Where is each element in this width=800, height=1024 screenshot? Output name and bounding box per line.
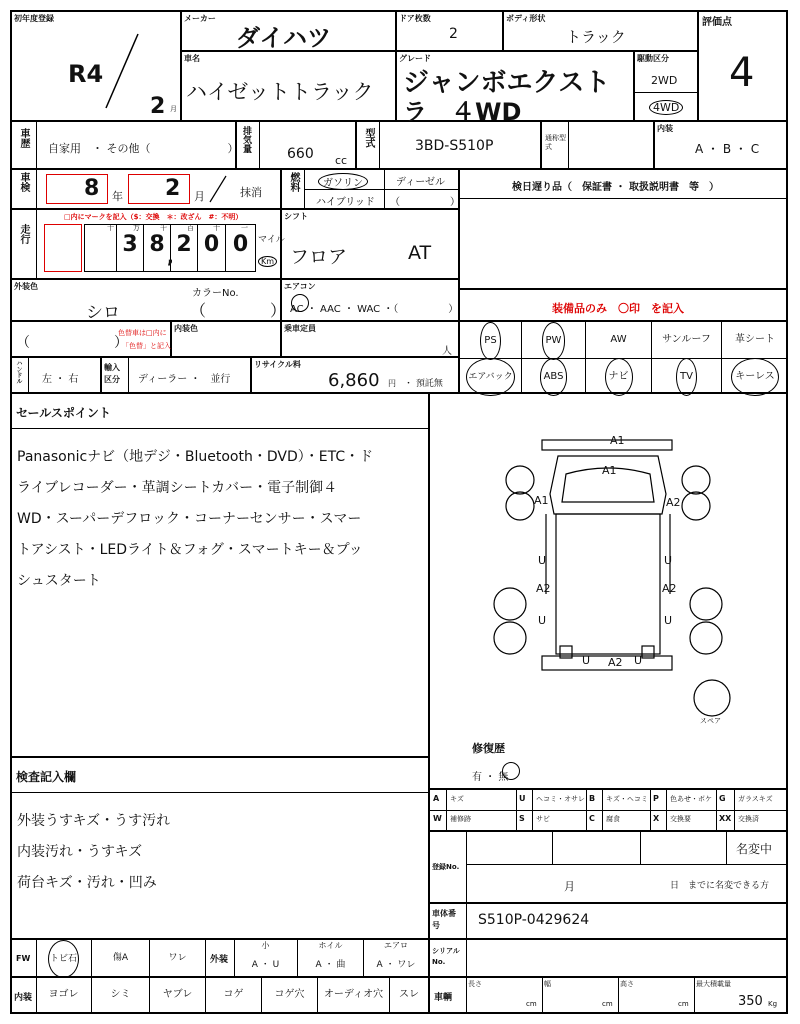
shift-label: シフト	[284, 212, 308, 221]
mileage-digit: 8	[144, 225, 171, 271]
ext-col-head: ホイル	[318, 941, 343, 950]
disp-unit: cc	[335, 154, 348, 167]
fw-row	[11, 939, 429, 977]
equip-navi[interactable]	[586, 358, 652, 394]
reg-month: 月	[564, 880, 575, 893]
car-name-value: ハイゼットトラック	[186, 80, 374, 104]
place-label: 万	[133, 224, 140, 232]
score-label: 評価点	[702, 17, 732, 28]
maker-box	[181, 11, 396, 51]
sales-line: シュスタート	[17, 573, 101, 589]
fuel-gasoline	[318, 173, 368, 190]
grade-box	[396, 51, 634, 126]
deregistered: 抹消	[240, 186, 262, 199]
truck-diagram	[430, 394, 788, 790]
equip-abs[interactable]	[522, 358, 586, 394]
inspection-label: 車検	[18, 172, 29, 192]
legend-text: ヘコミ・オサレ	[536, 795, 585, 803]
sales-line: Panasonicナビ（地デジ・Bluetooth・DVD）・ETC・ド	[17, 449, 374, 465]
sales-line: WD・スーパーデフロック・コーナーセンサー・スマー	[17, 511, 362, 527]
dims-label: 車輌	[434, 993, 453, 1003]
interior-grades: A ・ B ・ C	[695, 142, 760, 156]
unit-km-circled: Km	[258, 256, 277, 267]
legend-code: G	[719, 794, 726, 803]
ext-label: 外装	[210, 955, 229, 965]
int-item: スレ	[399, 989, 419, 1000]
auction-sheet	[10, 10, 788, 1014]
dimensions-box	[429, 977, 787, 1013]
int-item: シミ	[92, 978, 150, 1012]
mileage-comma: ,	[167, 247, 174, 268]
fw-item	[92, 940, 150, 976]
legend-code: U	[519, 794, 526, 803]
ext-col	[234, 940, 298, 976]
repair-title: 修復歴	[472, 742, 505, 755]
interior-damage-row	[11, 977, 429, 1013]
body-label: ボディ形状	[506, 14, 546, 23]
documents-box	[459, 169, 787, 289]
inspection-notes-title: 検査記入欄	[16, 770, 77, 784]
equipment-title-box	[459, 289, 787, 321]
sales-point-lines	[17, 442, 373, 597]
inspection-line: 荷台キズ・汚れ・凹み	[17, 875, 157, 891]
equip-tv-label: TV	[676, 358, 697, 396]
legend-text: 交換済	[738, 815, 759, 823]
car-name-box	[181, 51, 396, 121]
maker-label: メーカー	[184, 14, 216, 23]
disp-value: 660	[287, 146, 314, 162]
first-reg-month: 2	[150, 94, 166, 119]
dim-label: 幅	[544, 980, 551, 988]
repair-none-circle	[502, 762, 520, 780]
documents-title: 検日遅り品（ 保証書 ・ 取扱説明書 等 ）	[512, 182, 719, 193]
legend-text: 色あせ・ボケ	[670, 795, 712, 803]
dim-unit: cm	[678, 1000, 689, 1008]
damage-legend	[429, 789, 787, 831]
place-label: 百	[187, 224, 194, 232]
chassis-label: 車体番号	[432, 909, 456, 930]
damage-label: U	[582, 654, 591, 667]
history-label: 車歴	[18, 128, 29, 148]
body-box	[503, 11, 698, 51]
slash-mark	[102, 32, 142, 112]
legend-code: B	[589, 794, 596, 803]
handle-label: ハンドル	[15, 360, 22, 384]
fw-item	[150, 940, 206, 976]
fuel-label: 燃料	[288, 172, 299, 192]
place-label: 十	[213, 224, 220, 232]
ext-col	[364, 940, 428, 976]
legend-text: サビ	[536, 815, 550, 823]
equip-navi-label: ナビ	[605, 358, 633, 396]
inspection-box	[11, 169, 281, 209]
capacity-label: 乗車定員	[284, 324, 316, 333]
int-item: コゲ穴	[262, 978, 318, 1012]
legend-code: P	[653, 794, 659, 803]
doors-box	[396, 11, 503, 51]
damage-label: U	[538, 614, 547, 627]
month-unit: 月	[194, 190, 205, 203]
interior-grade-box	[654, 121, 787, 169]
ac-box	[281, 279, 459, 321]
first-registration-box	[11, 11, 181, 121]
equipment-grid	[459, 321, 787, 393]
grade-line1: ジャンボエクスト	[403, 68, 611, 98]
registration-label: 登録No.	[432, 863, 460, 871]
equip-aw-label: AW	[610, 334, 627, 345]
dim-label: 長さ	[468, 980, 482, 988]
int-item: オーディオ穴	[318, 978, 390, 1012]
damage-label: A1	[602, 464, 617, 477]
disp-label: 排気量	[241, 126, 251, 153]
equip-sunroof[interactable]	[652, 322, 722, 358]
repair-value: 有 ・ 無	[472, 772, 509, 783]
sales-line: トアシスト・LEDライト＆フォグ・スマートキー＆プッ	[17, 542, 363, 558]
int-item: ヨゴレ	[36, 978, 92, 1012]
exterior-color: シロ	[86, 303, 120, 323]
drive-box	[634, 51, 698, 121]
dim-label: 高さ	[620, 980, 634, 988]
capacity-unit: 人	[442, 346, 452, 357]
load-unit: Kg	[768, 1000, 778, 1008]
max-load: 350	[738, 994, 763, 1009]
fw-item-label: ワレ	[168, 953, 187, 963]
fw-item-label: 傷A	[112, 953, 129, 963]
inspection-lines	[17, 806, 170, 899]
equip-abs-label: ABS	[540, 358, 568, 396]
model-label: 型式	[363, 128, 374, 148]
first-reg-era: R4	[68, 60, 104, 88]
shift-type: AT	[408, 242, 432, 264]
fuel-hybrid: ハイブリッド	[316, 197, 375, 208]
dim-label: 最大積載量	[696, 980, 731, 988]
dim-unit: cm	[602, 1000, 613, 1008]
drive-4wd	[649, 100, 683, 115]
color-no: （ ）	[190, 301, 287, 320]
doors-label: ドア枚数	[399, 14, 431, 23]
mileage-digits	[84, 224, 256, 272]
import-value: ディーラー ・ 並行	[138, 374, 231, 385]
fuel-gasoline-circled: ガソリン	[318, 173, 368, 190]
recycle-amount: 6,860	[328, 370, 380, 391]
fuel-other: （ ）	[390, 197, 460, 208]
equip-pw[interactable]	[522, 322, 586, 358]
ac-options: AC ・ AAC ・ WAC ・（ ）	[290, 304, 459, 315]
model-value: 3BD-S510P	[415, 138, 494, 154]
common-model-label: 通称型式	[545, 134, 566, 151]
legend-code: C	[589, 814, 595, 823]
legend-text: 腐食	[606, 815, 620, 823]
score-box	[698, 11, 787, 121]
inspection-month: 2	[165, 176, 181, 201]
legend-text: キズ・ヘコミ	[606, 795, 648, 803]
unit-mile: マイル	[258, 235, 285, 245]
exterior-label: 外装色	[14, 282, 38, 291]
fw-item-label: トビ石	[48, 940, 79, 978]
repaint-paren: （ ）	[16, 335, 128, 351]
legend-code: X	[653, 814, 660, 823]
interior-label: 内装	[657, 124, 673, 133]
equipment-title: 装備品のみ 〇印 を記入	[552, 302, 684, 315]
body-value: トラック	[566, 28, 626, 46]
grade-label: グレード	[399, 54, 431, 63]
car-name-label: 車名	[184, 54, 200, 63]
drive-4wd-circled: 4WD	[649, 100, 683, 115]
legend-text: 補修跡	[450, 815, 471, 823]
inspection-line: 内装汚れ・うすキズ	[17, 844, 143, 860]
place-label: 十	[107, 224, 114, 232]
exterior-color-box	[11, 279, 287, 323]
interior-color-label: 内装色	[174, 324, 198, 333]
doors-value: 2	[449, 26, 458, 42]
chassis-number: S510P-0429624	[478, 912, 590, 928]
score-value: 4	[729, 50, 755, 96]
chassis-box	[429, 903, 787, 939]
equip-tv[interactable]	[652, 358, 722, 394]
repaint-box	[11, 321, 171, 357]
common-model-box	[541, 121, 654, 169]
inspection-line: 外装うすキズ・うす汚れ	[17, 813, 171, 829]
inspection-year: 8	[84, 176, 100, 201]
repaint-note2: 「色替」と記入	[122, 342, 171, 350]
equip-ps-label: PS	[480, 322, 500, 360]
fuel-box	[281, 169, 459, 209]
damage-label: U	[538, 554, 547, 567]
registration-box	[429, 831, 787, 903]
name-change: 名変中	[736, 842, 773, 856]
legend-code: S	[519, 814, 525, 823]
legend-text: キズ	[450, 795, 464, 803]
damage-label: A2	[666, 496, 681, 509]
damage-label: U	[664, 614, 673, 627]
damage-diagram-box	[429, 393, 787, 789]
ac-circle-mark	[291, 294, 309, 312]
shift-floor: フロア	[290, 246, 348, 268]
mileage-box	[11, 209, 285, 279]
spare-label: スペア	[700, 717, 721, 725]
equip-airbag-label: エアバック	[466, 358, 514, 396]
equip-keyless[interactable]	[722, 358, 788, 394]
inspection-notes-box	[11, 757, 429, 939]
fuel-diesel: ディーゼル	[396, 177, 445, 188]
recycle-deposit: ・ 預託無	[404, 379, 443, 389]
ext-col-head: 小	[261, 941, 270, 950]
damage-label: A2	[608, 656, 623, 669]
mileage-digit: 0	[198, 225, 226, 271]
damage-label: U	[664, 554, 673, 567]
damage-label: A2	[536, 582, 551, 595]
legend-text: 交換要	[670, 815, 691, 823]
handle-value: 左 ・ 右	[42, 374, 79, 385]
handle-box	[11, 357, 101, 393]
reg-day-note: 日 までに名変できる方	[670, 881, 770, 891]
legend-code: A	[433, 794, 440, 803]
year-unit: 年	[112, 190, 123, 203]
ac-label: エアコン	[284, 282, 316, 291]
legend-text: ガラスキズ	[738, 795, 773, 803]
dim-unit: cm	[526, 1000, 537, 1008]
damage-label: A1	[534, 494, 549, 507]
recycle-unit: 円	[388, 379, 396, 388]
ext-col-value: A ・ U	[251, 960, 280, 970]
history-box	[11, 121, 239, 169]
equip-leather[interactable]	[722, 322, 788, 358]
mileage-digit: 3	[117, 225, 144, 271]
equip-aw[interactable]	[586, 322, 652, 358]
place-label: 千	[160, 224, 167, 232]
mileage-label: 走行	[18, 224, 29, 244]
int-item: ヤブレ	[150, 978, 206, 1012]
ext-col-value: A ・ ワレ	[376, 960, 416, 970]
recycle-label: リサイクル料	[254, 360, 301, 369]
sales-point-title: セールスポイント	[16, 406, 111, 420]
ext-col	[298, 940, 364, 976]
capacity-box	[281, 321, 459, 357]
serial-box	[429, 939, 787, 977]
place-label: 一	[241, 224, 248, 232]
drive-label: 駆動区分	[637, 54, 669, 63]
grade-line2: ラ ４WD	[403, 98, 522, 126]
equip-leather-label: 革シート	[735, 334, 775, 345]
model-box	[356, 121, 541, 169]
equip-keyless-label: キーレス	[731, 358, 779, 396]
fw-item	[36, 940, 92, 976]
int-label: 内装	[14, 993, 33, 1003]
int-item: コゲ	[206, 978, 262, 1012]
shift-box	[281, 209, 459, 279]
repaint-note1: 色替車は□内に	[118, 329, 167, 337]
damage-label: A2	[662, 582, 677, 595]
displacement-box	[236, 121, 356, 169]
first-reg-month-unit: 月	[170, 105, 177, 113]
equip-airbag[interactable]	[460, 358, 522, 394]
interior-color-box	[171, 321, 281, 357]
legend-code: XX	[719, 814, 732, 823]
unit-km	[258, 256, 277, 267]
sales-point-box	[11, 393, 429, 757]
drive-2wd: 2WD	[651, 74, 678, 87]
mileage-digit: 0	[232, 232, 249, 257]
history-value: 自家用 ・ その他（ ）	[48, 142, 239, 155]
equip-pw-label: PW	[542, 322, 566, 360]
legend-code: W	[433, 814, 442, 823]
sales-line: ライブレコーダー・革調シートカバー・電子制御４	[17, 480, 338, 496]
ext-col-head: エアロ	[384, 941, 408, 950]
import-box	[101, 357, 251, 393]
mileage-digit	[85, 225, 117, 271]
import-label: 輸入区分	[104, 363, 120, 384]
damage-label: U	[634, 654, 643, 667]
fw-label: FW	[16, 954, 31, 963]
recycle-box	[251, 357, 459, 393]
maker-value: ダイハツ	[236, 24, 332, 52]
damage-label: A1	[610, 434, 625, 447]
serial-label: シリアルNo.	[432, 947, 460, 966]
mileage-digit: 2	[171, 225, 198, 271]
ext-col-value: A ・ 曲	[315, 960, 346, 970]
first-reg-label: 初年度登録	[14, 14, 54, 23]
equip-sunroof-label: サンルーフ	[662, 334, 711, 345]
mileage-note: □内にマークを記入（$：交換 ＊：改ざん #：不明）	[64, 213, 243, 221]
equip-ps[interactable]	[460, 322, 522, 358]
color-no-label: カラーNo.	[192, 288, 239, 299]
